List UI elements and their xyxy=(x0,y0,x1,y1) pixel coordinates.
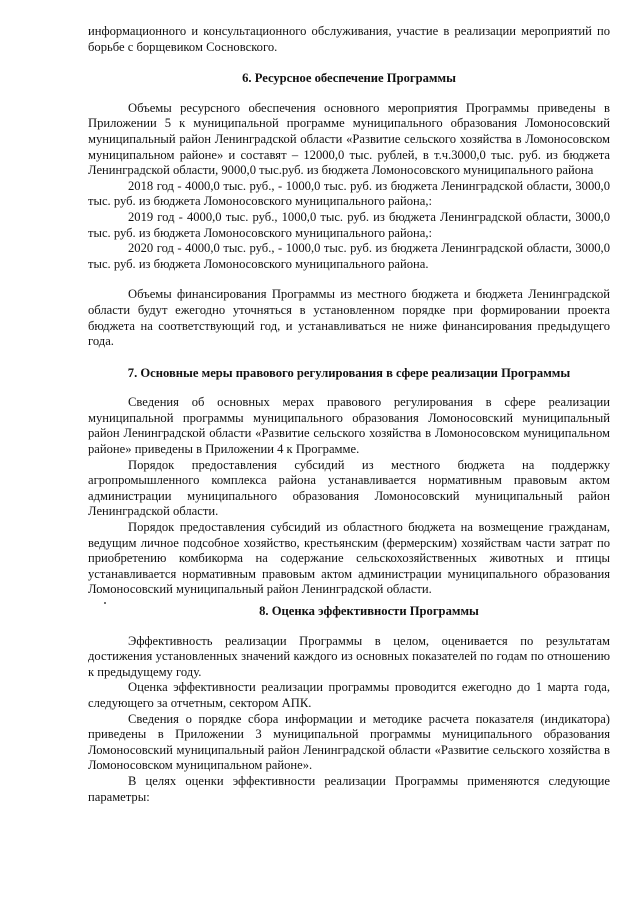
section-6-paragraph-2: Объемы финансирования Программы из местного бюджета и бюджета Ленинградской области будут ежегодно уточняться в установленном порядке при формировании проекта бюджета на соответствующий год, и устанавливаться не ниже финансирования предыдущего года. xyxy=(88,287,610,349)
section-7-paragraph-1: Сведения об основных мерах правового регулирования в сфере реализации муниципальной программы муниципального образования Ломоносовский муниципальный район Ленинградской области «Развитие сельского хозяйства в Ломоносовском муниципальном районе» приведены в Приложении 4 к Программе. xyxy=(88,395,610,457)
stray-mark xyxy=(104,602,106,604)
section-8-paragraph-2: Оценка эффективности реализации программы проводится ежегодно до 1 марта года, следующего за отчетным, сектором АПК. xyxy=(88,680,610,710)
section-7-paragraph-3: Порядок предоставления субсидий из областного бюджета на возмещение гражданам, ведущим личное подсобное хозяйство, крестьянским (фермерским) хозяйствам части затрат по приобретению комбикорма на содержание сельскохозяйственных животных и птицы устанавливается нормативным правовым актом администрации муниципального образования Ломоносовский муниципальный район Ленинградской области. xyxy=(88,520,610,597)
section-8-paragraph-1: Эффективность реализации Программы в целом, оценивается по результатам достижения установленных значений каждого из основных показателей по годам по отношению к предыдущему году. xyxy=(88,633,610,679)
intro-paragraph: информационного и консультационного обслуживания, участие в реализации мероприятий по борьбе с борщевиком Сосновского. xyxy=(88,24,610,54)
section-8-paragraph-4: В целях оценки эффективности реализации Программы применяются следующие параметры: xyxy=(88,773,610,804)
section-8-heading: 8. Оценка эффективности Программы xyxy=(259,604,479,618)
document-page xyxy=(88,24,610,805)
section-7-paragraph-2: Порядок предоставления субсидий из местного бюджета на поддержку агропромышленного комплекса района устанавливается нормативным правовым актом администрации муниципального образования Ломоносовский муниципальный район Ленинградской области. xyxy=(88,457,610,519)
section-6-year-2018: 2018 год - 4000,0 тыс. руб., - 1000,0 тыс. руб. из бюджета Ленинградской области, 3000,0 тыс. руб. из бюджета Ломоносовского муниципального района,: xyxy=(88,178,610,209)
section-6-year-2020: 2020 год - 4000,0 тыс. руб., - 1000,0 тыс. руб. из бюджета Ленинградской области, 3000,0 тыс. руб. из бюджета Ломоносовского муниципального района. xyxy=(88,241,610,271)
section-6-year-2019: 2019 год - 4000,0 тыс. руб., 1000,0 тыс. руб. из бюджета Ленинградской области, 3000,0 тыс. руб. из бюджета Ломоносовского муниципального района,: xyxy=(88,209,610,240)
section-7-heading: 7. Основные меры правового регулирования в сфере реализации Программы xyxy=(127,365,571,380)
section-8-paragraph-3: Сведения о порядке сбора информации и методике расчета показателя (индикатора) приведены в Приложении 3 муниципальной программы муниципального образования Ломоносовский муниципальный район Ленинградской области «Развитие сельского хозяйства в Ломоносовском муниципальном районе». xyxy=(88,711,610,773)
section-6-paragraph-1: Объемы ресурсного обеспечения основного мероприятия Программы приведены в Приложении 5 к муниципальной программе муниципального образования Ломоносовский муниципальный район Ленинградской области «Развитие сельского хозяйства в Ломоносовском муниципальном районе» и составят – 12000,0 тыс. рублей, в т.ч.3000,0 тыс. руб. из бюджета Ленинградской области, 9000,0 тыс.руб. из бюджета Ломоносовского муниципального района xyxy=(88,100,610,178)
section-6-heading: 6. Ресурсное обеспечение Программы xyxy=(242,71,456,86)
